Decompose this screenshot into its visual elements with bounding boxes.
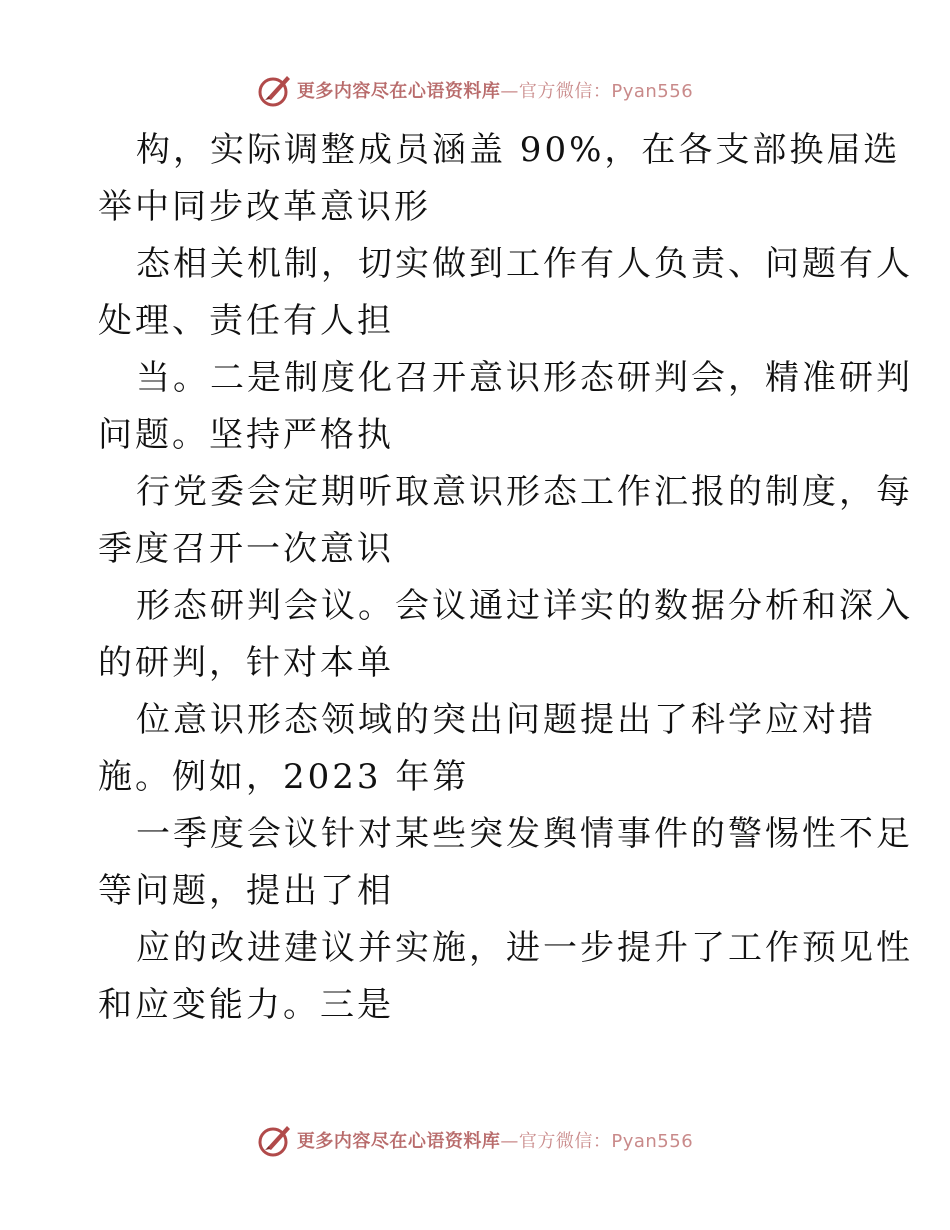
paragraph-line (98, 692, 876, 806)
line-second: 举中同步改革意识形 (98, 187, 431, 227)
line-first: 一季度会议针对某些突发舆情事件的警惕性不足 (136, 814, 913, 854)
watermark-main: 更多内容尽在心语资料库 (296, 1131, 501, 1152)
paragraph-line (98, 464, 913, 578)
line-second: 问题。坚持严格执 (98, 415, 394, 455)
line-first: 态相关机制，切实做到工作有人负责、问题有人 (136, 244, 913, 284)
header-watermark (0, 70, 950, 110)
footer-watermark (0, 1120, 950, 1160)
paragraph-line (98, 236, 913, 350)
line-first: 形态研判会议。会议通过详实的数据分析和深入 (136, 586, 913, 626)
paragraph-line (98, 920, 913, 1034)
line-second: 季度召开一次意识 (98, 529, 394, 569)
watermark-sub: 官方微信： (518, 1131, 612, 1152)
watermark-main: 更多内容尽在心语资料库 (296, 81, 501, 102)
watermark-separator: — (500, 81, 519, 102)
quill-logo-icon (257, 72, 293, 108)
document-body (98, 122, 913, 1034)
line-second: 处理、责任有人担 (98, 301, 394, 341)
quill-logo-icon (257, 1122, 293, 1158)
watermark-id: Pyan556 (611, 1131, 694, 1152)
line-first: 当。二是制度化召开意识形态研判会，精准研判 (136, 358, 913, 398)
line-second: 等问题，提出了相 (98, 871, 394, 911)
paragraph-line (98, 122, 901, 236)
line-second: 和应变能力。三是 (98, 985, 394, 1025)
line-second: 施。例如，2023 年第 (98, 757, 470, 797)
line-first: 构，实际调整成员涵盖 90%，在各支部换届选 (136, 130, 901, 170)
watermark-sub: 官方微信： (518, 81, 612, 102)
paragraph-line (98, 350, 913, 464)
line-first: 位意识形态领域的突出问题提出了科学应对措 (136, 700, 876, 740)
paragraph-line (98, 578, 913, 692)
watermark-id: Pyan556 (611, 81, 694, 102)
line-second: 的研判，针对本单 (98, 643, 394, 683)
line-first: 行党委会定期听取意识形态工作汇报的制度，每 (136, 472, 913, 512)
line-first: 应的改进建议并实施，进一步提升了工作预见性 (136, 928, 913, 968)
paragraph-line (98, 806, 913, 920)
watermark-text (297, 77, 693, 103)
watermark-text (297, 1127, 693, 1153)
watermark-separator: — (500, 1131, 519, 1152)
